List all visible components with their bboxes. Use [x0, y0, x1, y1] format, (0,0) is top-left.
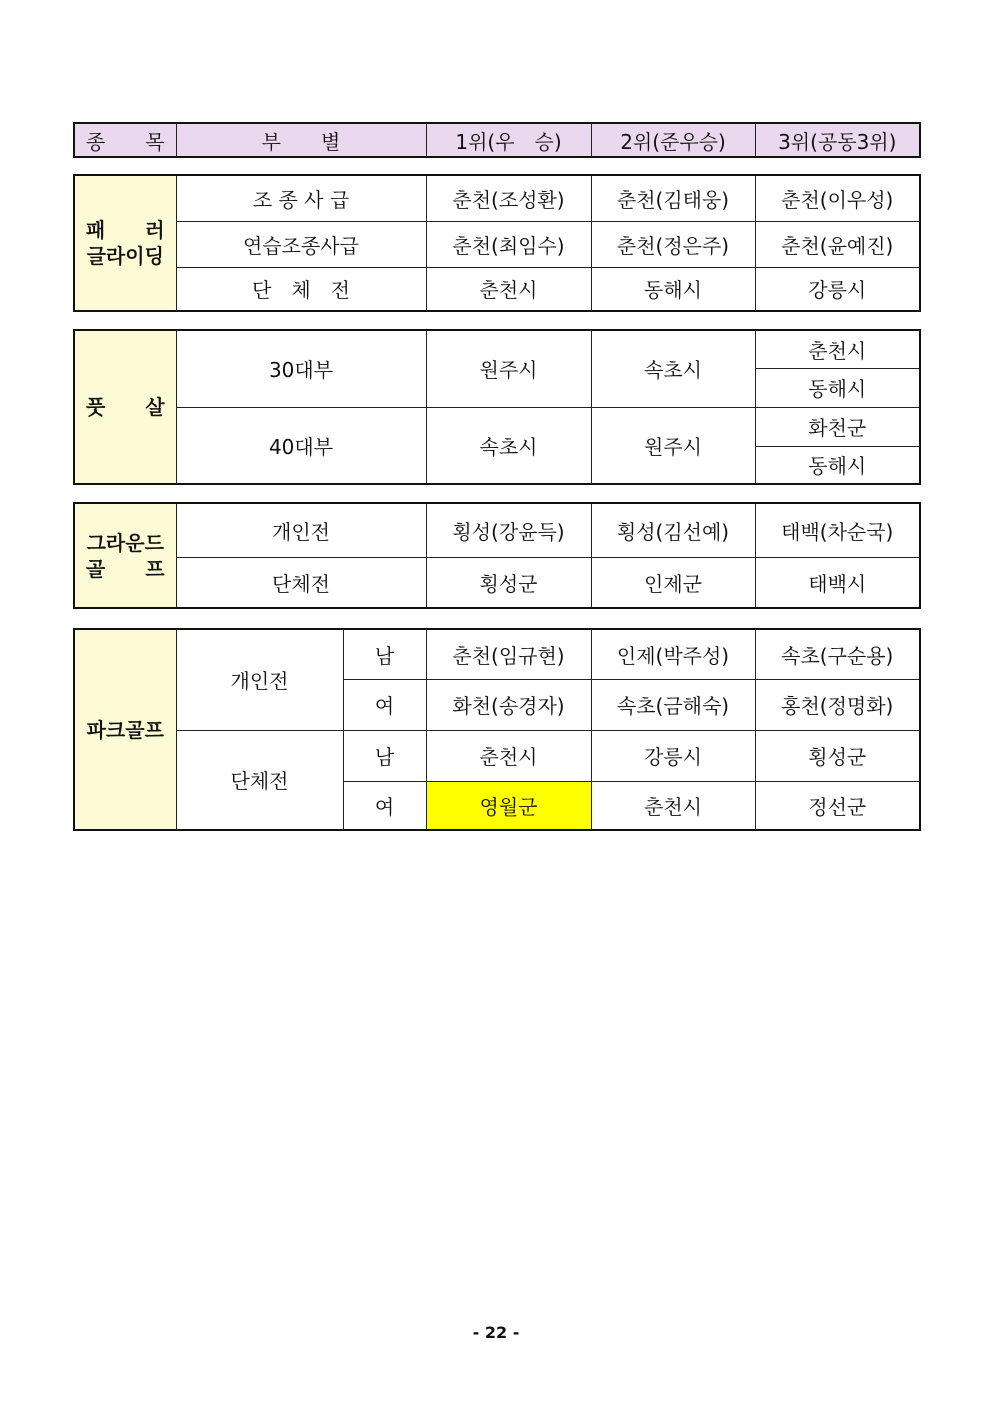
first-place-cell: 횡성(강윤득)	[426, 503, 591, 557]
division-cell: 개인전	[176, 503, 426, 557]
header-division: 부 별	[176, 123, 426, 157]
header-sport: 종 목	[74, 123, 176, 157]
category-ground-golf-line2: 골 프	[85, 556, 165, 581]
second-place-cell: 춘천시	[591, 781, 755, 830]
first-place-cell: 화천(송경자)	[426, 679, 591, 730]
category-paragliding-line2: 글라이딩	[86, 244, 164, 268]
second-place-cell: 인제군	[591, 557, 755, 608]
division-cell: 연습조종사급	[176, 221, 426, 267]
second-place-cell: 춘천(정은주)	[591, 221, 755, 267]
first-place-cell: 춘천(최임수)	[426, 221, 591, 267]
first-place-cell: 원주시	[426, 330, 591, 407]
gender-cell: 남	[343, 730, 426, 781]
third-place-cell: 홍천(정명화)	[755, 679, 920, 730]
category-park-golf: 파크골프	[74, 629, 176, 830]
second-place-cell: 인제(박주성)	[591, 629, 755, 679]
third-place-cell: 태백(차순국)	[755, 503, 920, 557]
division-cell: 30대부	[176, 330, 426, 407]
second-place-cell: 횡성(김선예)	[591, 503, 755, 557]
ground-golf-table	[73, 502, 921, 609]
second-place-cell: 강릉시	[591, 730, 755, 781]
third-place-cell: 강릉시	[755, 267, 920, 311]
second-place-cell: 원주시	[591, 407, 755, 484]
first-place-cell: 춘천시	[426, 267, 591, 311]
third-place-cell: 동해시	[755, 368, 920, 407]
third-place-cell: 동해시	[755, 446, 920, 484]
header-second: 2위(준우승)	[591, 123, 755, 157]
third-place-cell: 화천군	[755, 407, 920, 446]
header-third: 3위(공동3위)	[755, 123, 920, 157]
second-place-cell: 동해시	[591, 267, 755, 311]
third-place-cell: 속초(구순용)	[755, 629, 920, 679]
division-cell: 단체전	[176, 730, 343, 830]
header-table	[73, 122, 921, 158]
page-number: - 22 -	[472, 1323, 520, 1342]
division-cell: 단 체 전	[176, 267, 426, 311]
first-place-cell: 횡성군	[426, 557, 591, 608]
second-place-cell: 춘천(김태웅)	[591, 175, 755, 221]
first-place-cell-highlighted: 영월군	[426, 781, 591, 830]
paragliding-table	[73, 174, 921, 312]
third-place-cell: 춘천(윤예진)	[755, 221, 920, 267]
category-paragliding	[74, 175, 176, 311]
gender-cell: 여	[343, 679, 426, 730]
gender-cell: 남	[343, 629, 426, 679]
division-cell: 단체전	[176, 557, 426, 608]
division-cell: 개인전	[176, 629, 343, 730]
second-place-cell: 속초(금해숙)	[591, 679, 755, 730]
third-place-cell: 춘천시	[755, 330, 920, 368]
first-place-cell: 춘천(임규현)	[426, 629, 591, 679]
first-place-cell: 춘천시	[426, 730, 591, 781]
gender-cell: 여	[343, 781, 426, 830]
category-ground-golf	[74, 503, 176, 608]
header-first: 1위(우 승)	[426, 123, 591, 157]
futsal-table	[73, 329, 921, 485]
category-paragliding-line1: 패 러	[85, 218, 165, 242]
division-cell: 조 종 사 급	[176, 175, 426, 221]
second-place-cell: 속초시	[591, 330, 755, 407]
category-ground-golf-line1: 그라운드	[86, 530, 164, 555]
first-place-cell: 속초시	[426, 407, 591, 484]
division-cell: 40대부	[176, 407, 426, 484]
third-place-cell: 춘천(이우성)	[755, 175, 920, 221]
category-futsal: 풋 살	[74, 330, 176, 484]
third-place-cell: 횡성군	[755, 730, 920, 781]
park-golf-table	[73, 628, 921, 831]
third-place-cell: 정선군	[755, 781, 920, 830]
third-place-cell: 태백시	[755, 557, 920, 608]
first-place-cell: 춘천(조성환)	[426, 175, 591, 221]
